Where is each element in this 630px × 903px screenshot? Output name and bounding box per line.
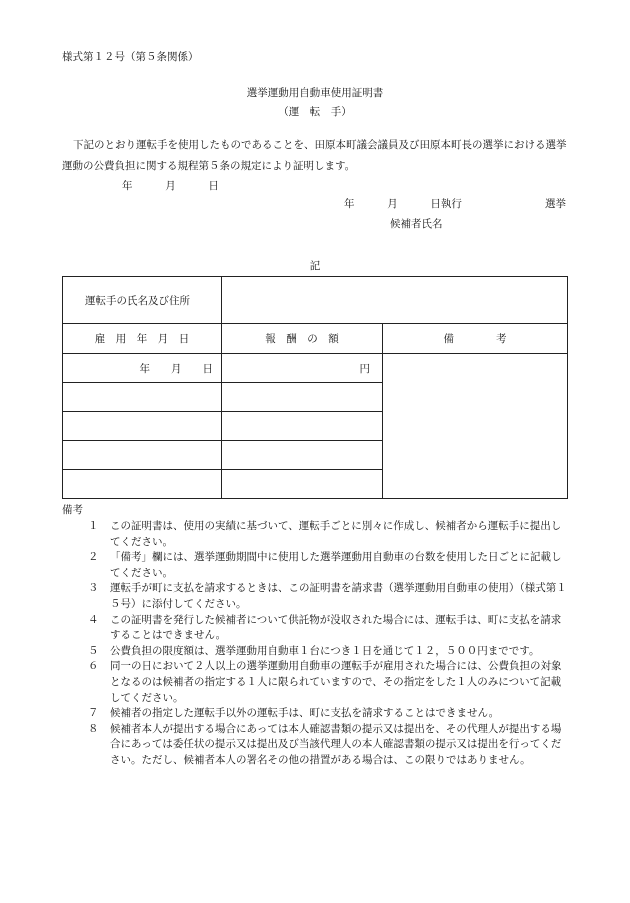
remarks-cell[interactable] — [383, 354, 568, 499]
intro-paragraph: 下記のとおり運転手を使用したものであることを、田原本町議会議員及び田原本町長の選挙における選挙運動の公費負担に関する規程第５条の規定により証明します。 — [62, 139, 567, 172]
employment-date-cell[interactable]: 年 月 日 — [63, 354, 222, 383]
date-year: 年 — [122, 180, 133, 192]
election-execution-line — [344, 196, 566, 211]
note-item: １ この証明書は、使用の実績に基づいて、運転手ごとに別々に作成し、候補者から運転手に提出してください。 — [88, 520, 562, 548]
header-employment-date: 雇 用 年 月 日 — [63, 324, 222, 354]
notes-list — [88, 519, 570, 769]
exec-month: 月 — [387, 198, 398, 210]
certificate-table — [62, 276, 568, 499]
employment-date-cell[interactable] — [63, 470, 222, 499]
form-id: 様式第１２号（第５条関係） — [62, 51, 199, 63]
employment-date-cell[interactable] — [63, 441, 222, 470]
date-day: 日 — [208, 180, 219, 192]
name-address-label: 運転手の氏名及び住所 — [63, 277, 222, 324]
note-item: ３ 運転手が町に支払を請求するときは、この証明書を請求書（選挙運動用自動車の使用）（様式第１５号）に添付してください。 — [88, 582, 567, 610]
exec-year: 年 — [344, 198, 355, 210]
certification-date — [122, 178, 219, 193]
election-label: 選挙 — [545, 198, 566, 210]
remuneration-cell[interactable] — [222, 470, 383, 499]
note-item: ４ この証明書を発行した候補者について供託物が没収された場合には、運転手は、町に支払を請求することはできません。 — [88, 613, 562, 642]
remuneration-cell[interactable]: 円 — [222, 354, 383, 383]
note-item: ８ 候補者本人が提出する場合にあっては本人確認書類の提示又は提出を、その代理人が提出する場合にあっては委任状の提示又は提出及び当該代理人の本人確認書類の提示又は提出を行ってください。ただし、候補者本人の署名その他の措置がある場合は、この限りではありません。 — [88, 722, 562, 766]
header-remarks: 備 考 — [383, 324, 568, 354]
document-subtitle: （運 転 手） — [278, 106, 352, 118]
date-month: 月 — [165, 180, 176, 192]
note-item: ７ 候補者の指定した運転手以外の運転手は、町に支払を請求することはできません。 — [88, 707, 500, 720]
name-address-field[interactable] — [222, 277, 568, 324]
header-remuneration: 報 酬 の 額 — [222, 324, 383, 354]
remuneration-cell[interactable] — [222, 412, 383, 441]
note-item: ５ 公費負担の限度額は、選挙運動用自動車１台につき１日を通じて１２，５００円までです。 — [88, 644, 540, 657]
note-item: ６ 同一の日において２人以上の選挙運動用自動車の運転手が雇用された場合には、公費負担の対象となるのは候補者の指定する１人に限られていますので、その指定をした１人のみについて記載してください。 — [88, 660, 562, 704]
ki-heading: 記 — [309, 260, 321, 272]
employment-date-cell[interactable] — [63, 412, 222, 441]
remuneration-cell[interactable] — [222, 383, 383, 412]
employment-date-cell[interactable] — [63, 383, 222, 412]
notes-title: 備考 — [62, 504, 83, 516]
document-title: 選挙運動用自動車使用証明書 — [246, 87, 384, 99]
candidate-name-label: 候補者氏名 — [390, 218, 443, 230]
exec-day: 日執行 — [430, 198, 462, 210]
note-item: ２ 「備考」欄には、選挙運動期間中に使用した選挙運動用自動車の台数を使用した日ごとに記載してください。 — [88, 551, 562, 579]
remuneration-cell[interactable] — [222, 441, 383, 470]
